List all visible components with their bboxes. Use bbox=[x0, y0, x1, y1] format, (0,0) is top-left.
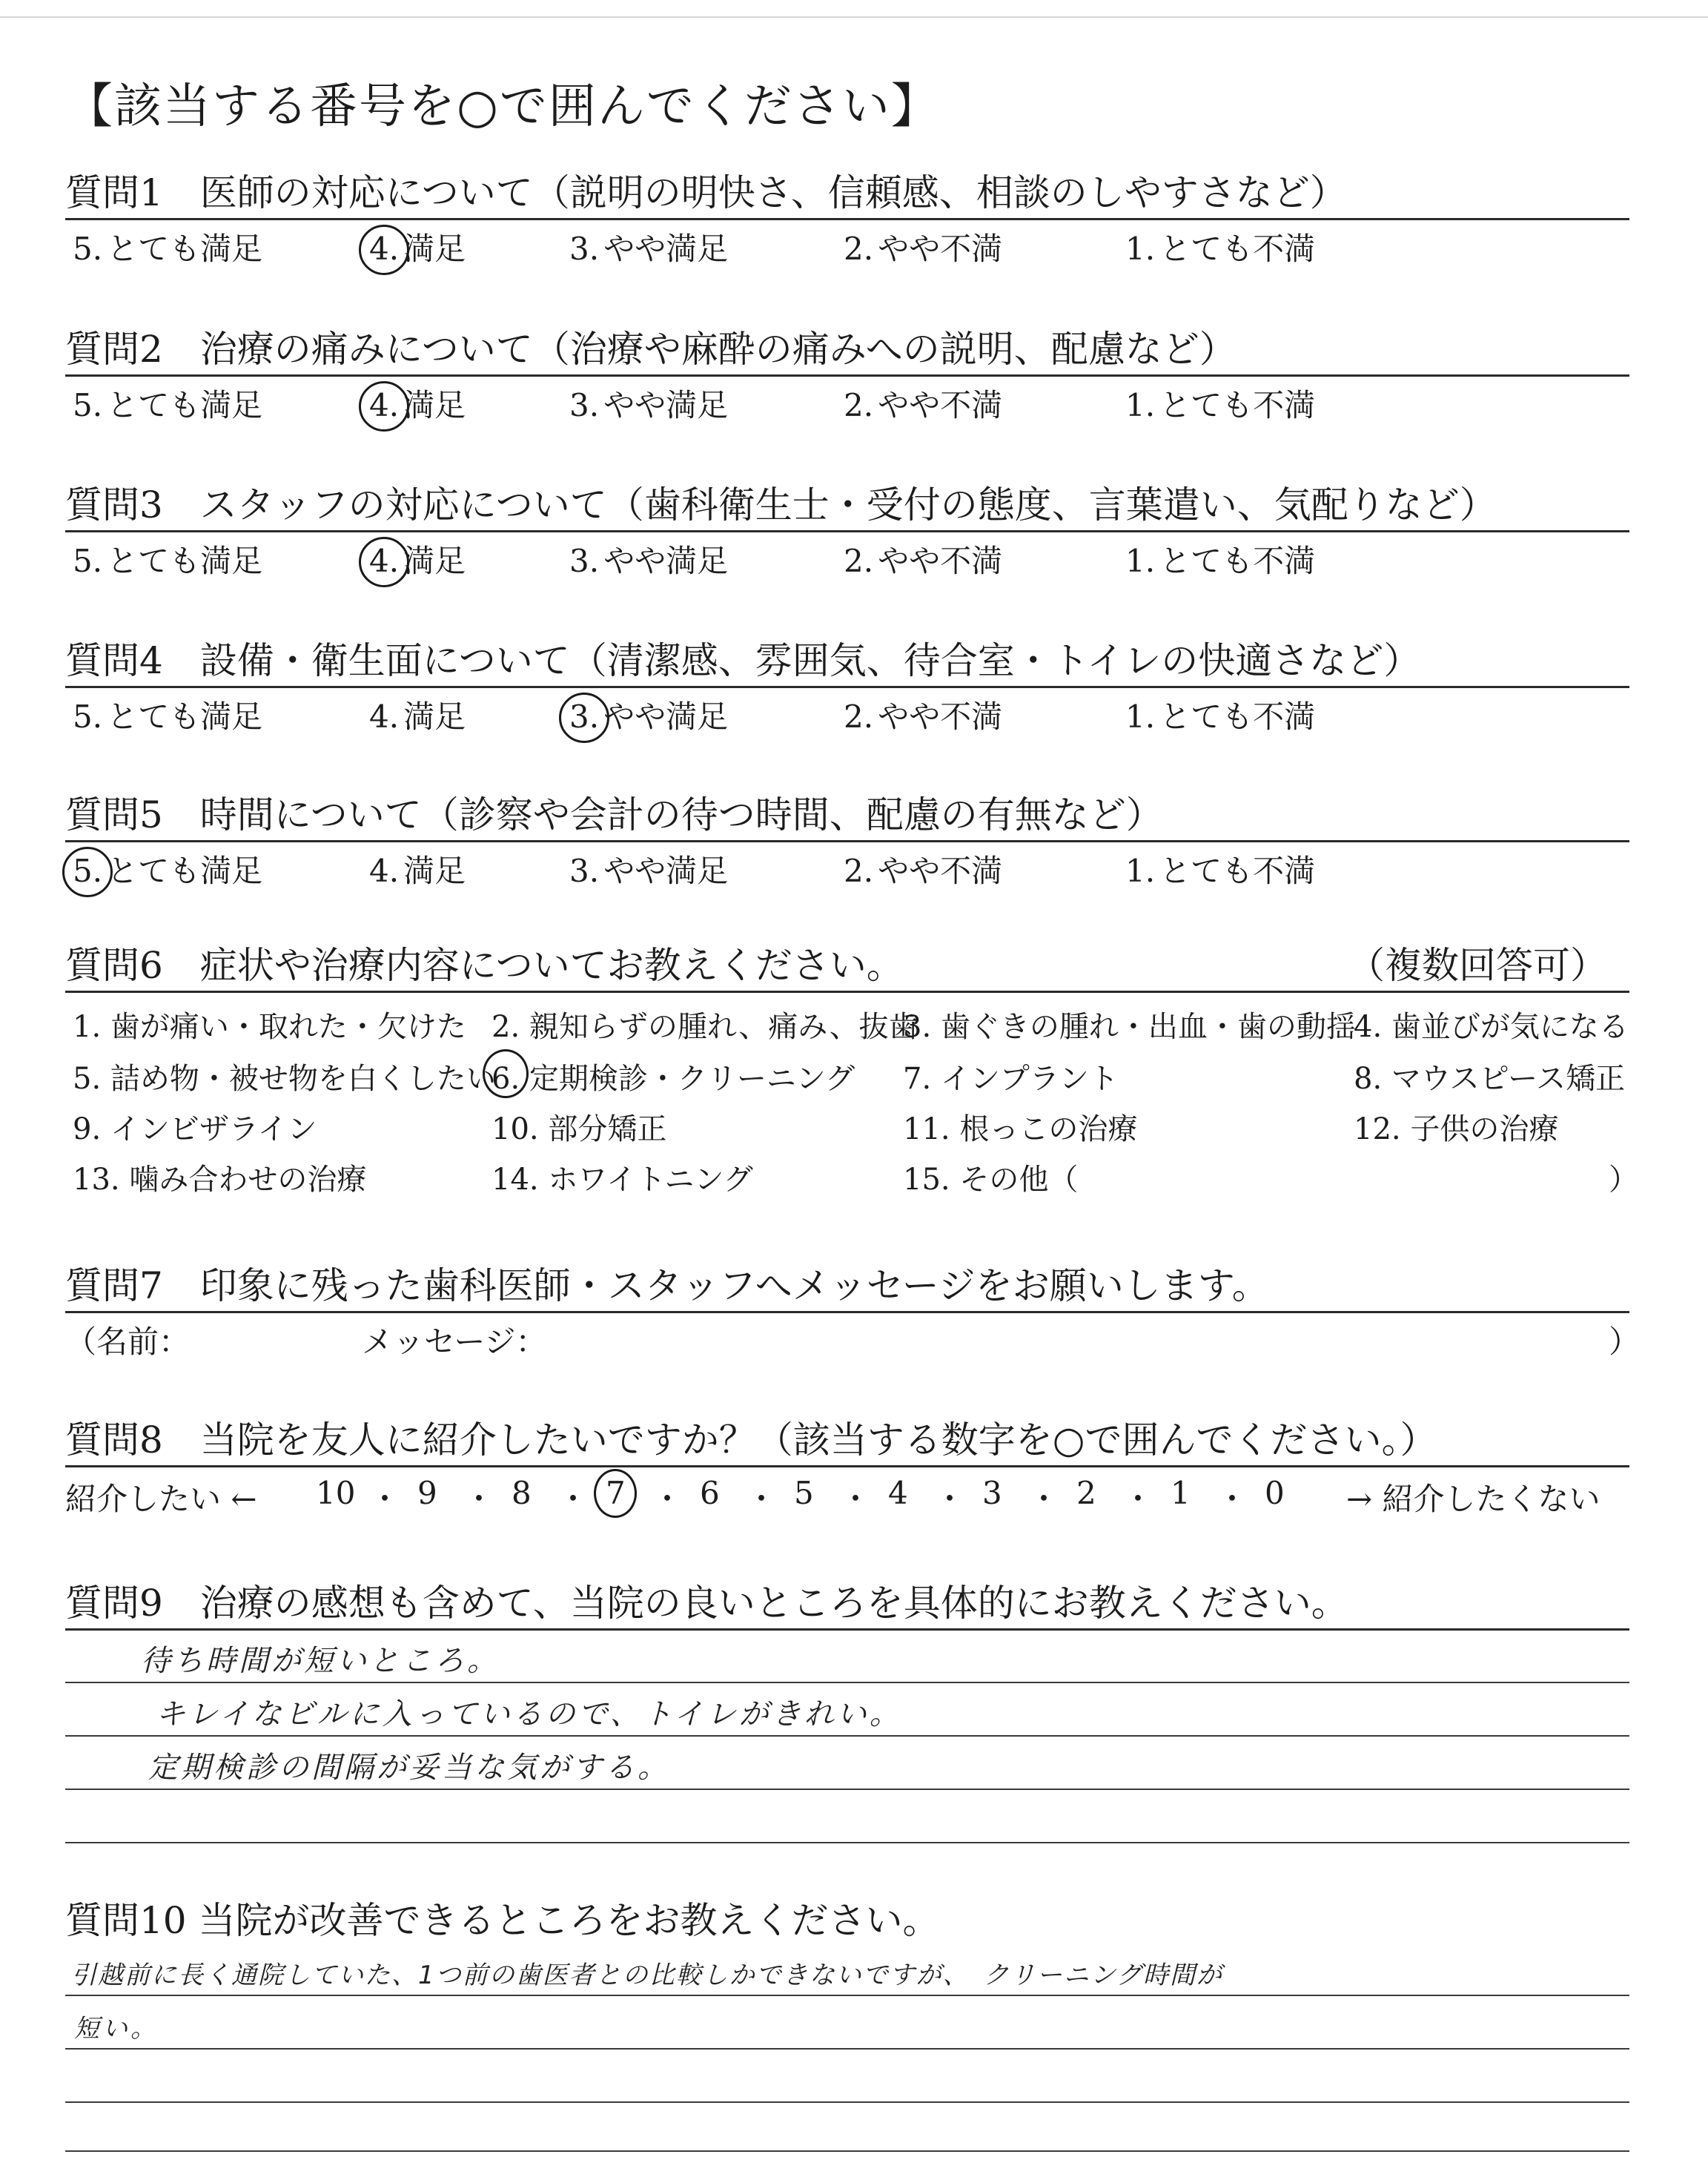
symptom-option[interactable]: 12. 子供の治療 bbox=[1354, 1112, 1559, 1146]
symptom-option[interactable]: 7. インプラント bbox=[903, 1062, 1119, 1096]
name-field-label: （名前： bbox=[65, 1324, 191, 1360]
symptom-option[interactable]: 6. 定期検診・クリーニング bbox=[491, 1062, 855, 1096]
symptom-option[interactable]: 13. 噛み合わせの治療 bbox=[73, 1163, 367, 1197]
rating-option[interactable] bbox=[844, 381, 1002, 426]
answer-line bbox=[65, 2150, 1629, 2152]
question-7 bbox=[65, 1261, 1641, 1362]
rating-option-number: 5. bbox=[73, 231, 103, 267]
rating-option-label: やや満足 bbox=[603, 698, 729, 735]
scale-value[interactable]: 8 bbox=[512, 1475, 532, 1511]
symptom-option[interactable]: 15. その他（ bbox=[903, 1163, 1079, 1197]
message-field-label: メッセージ： bbox=[362, 1324, 547, 1360]
rating-option-number: 3. bbox=[569, 387, 600, 423]
scale-value[interactable]: 0 bbox=[1265, 1475, 1285, 1511]
scale-value[interactable]: 1 bbox=[1171, 1475, 1191, 1511]
rating-option-number: 4. bbox=[369, 698, 400, 735]
scale-separator-dot: ・ bbox=[463, 1481, 495, 1517]
rating-option[interactable] bbox=[844, 847, 1002, 891]
rating-option-label: 満足 bbox=[403, 543, 466, 579]
answer-line bbox=[65, 1735, 1629, 1737]
symptom-option[interactable]: 5. 詰め物・被せ物を白くしたい bbox=[73, 1062, 496, 1096]
rating-option[interactable] bbox=[844, 225, 1002, 269]
scale-separator-dot: ・ bbox=[746, 1481, 778, 1517]
scale-value[interactable]: 10 bbox=[316, 1475, 356, 1511]
rating-option-label: とても不満 bbox=[1159, 231, 1316, 267]
rating-option-label: やや満足 bbox=[603, 543, 729, 579]
message-field-closing-paren: ） bbox=[1609, 1324, 1641, 1360]
symptom-option[interactable]: 8. マウスピース矯正 bbox=[1354, 1062, 1626, 1096]
rating-option[interactable] bbox=[73, 537, 262, 581]
scale-separator-dot: ・ bbox=[557, 1481, 589, 1517]
scale-separator-dot: ・ bbox=[1217, 1481, 1248, 1517]
rating-option[interactable] bbox=[569, 847, 728, 891]
rating-option-number: 3. bbox=[569, 231, 600, 267]
symptom-option[interactable]: 2. 親知らずの腫れ、痛み、抜歯 bbox=[491, 1010, 918, 1044]
rating-option-number: 5. bbox=[73, 698, 103, 735]
rating-option[interactable] bbox=[1125, 381, 1315, 426]
q9-answer-line-1: 待ち時間が短いところ。 bbox=[141, 1644, 500, 1678]
rating-option-number: 2. bbox=[844, 543, 874, 579]
rating-option-number: 1. bbox=[1125, 698, 1156, 735]
answer-line bbox=[65, 1995, 1629, 1996]
question-1-title: 質問1 医師の対応について（説明の明快さ、信頼感、相談のしやすさなど） bbox=[65, 168, 1629, 220]
scale-separator-dot: ・ bbox=[934, 1481, 966, 1517]
rating-option[interactable] bbox=[369, 537, 466, 581]
rating-option-label: とても満足 bbox=[107, 387, 263, 423]
rating-option-label: とても不満 bbox=[1159, 853, 1316, 889]
rating-option[interactable] bbox=[844, 693, 1002, 737]
scale-separator-dot: ・ bbox=[369, 1481, 401, 1517]
rating-option-label: やや満足 bbox=[603, 387, 729, 423]
question-6-title: 質問6 症状や治療内容についてお教えください。 bbox=[65, 944, 904, 987]
question-10 bbox=[65, 1895, 1629, 1946]
rating-option-number: 3. bbox=[569, 543, 600, 579]
symptom-option[interactable]: 11. 根っこの治療 bbox=[903, 1112, 1138, 1146]
selection-circle bbox=[483, 1049, 529, 1098]
rating-option-number: 2. bbox=[844, 853, 874, 889]
rating-option-label: 満足 bbox=[403, 698, 466, 735]
scale-value[interactable]: 5 bbox=[794, 1475, 814, 1511]
rating-option-number: 5. bbox=[73, 853, 102, 889]
scale-value[interactable]: 3 bbox=[982, 1475, 1002, 1511]
rating-option[interactable] bbox=[844, 537, 1002, 581]
question-6-note: （複数回答可） bbox=[1348, 944, 1607, 987]
rating-option[interactable] bbox=[73, 693, 262, 737]
rating-option-number: 1. bbox=[1125, 387, 1156, 423]
question-9-title: 質問9 治療の感想も含めて、当院の良いところを具体的にお教えください。 bbox=[65, 1578, 1629, 1631]
symptom-option[interactable]: 9. インビザライン bbox=[73, 1112, 317, 1146]
question-5 bbox=[65, 790, 1629, 891]
question-1 bbox=[65, 168, 1629, 269]
scale-separator-dot: ・ bbox=[652, 1481, 683, 1517]
rating-option-number: 5. bbox=[73, 387, 103, 423]
rating-option-label: とても不満 bbox=[1159, 698, 1316, 735]
page-heading: 【該当する番号を○で囲んでください】 bbox=[65, 79, 940, 134]
rating-option-label: やや満足 bbox=[603, 231, 729, 267]
rating-option-number: 3. bbox=[569, 698, 599, 735]
answer-line bbox=[65, 2101, 1629, 2103]
rating-option-number: 5. bbox=[73, 543, 103, 579]
question-4-title: 質問4 設備・衛生面について（清潔感、雰囲気、待合室・トイレの快適さなど） bbox=[65, 635, 1629, 688]
scale-value[interactable]: 2 bbox=[1076, 1475, 1096, 1511]
question-3-title: 質問3 スタッフの対応について（歯科衛生士・受付の態度、言葉遣い、気配りなど） bbox=[65, 480, 1629, 532]
symptom-option[interactable]: 4. 歯並びが気になる bbox=[1354, 1010, 1629, 1044]
page-top-border bbox=[0, 16, 1708, 18]
rating-option-number: 1. bbox=[1125, 543, 1156, 579]
q10-answer-line-1: 引越前に長く通院していた、1つ前の歯医者との比較しかできないですが、 クリーニング時間が bbox=[71, 1961, 1223, 1990]
rating-option-label: とても満足 bbox=[107, 853, 263, 889]
question-7-title: 質問7 印象に残った歯科医師・スタッフへメッセージをお願いします。 bbox=[65, 1261, 1629, 1313]
symptom-option[interactable]: 3. 歯ぐきの腫れ・出血・歯の動揺 bbox=[903, 1010, 1356, 1044]
selection-circle bbox=[359, 225, 409, 275]
answer-line bbox=[65, 2048, 1629, 2050]
recommend-scale-left-label: 紹介したい ← bbox=[65, 1481, 257, 1517]
rating-option-label: 満足 bbox=[403, 387, 466, 423]
symptom-option[interactable]: 1. 歯が痛い・取れた・欠けた bbox=[73, 1010, 466, 1044]
scale-value[interactable]: 4 bbox=[888, 1475, 908, 1511]
rating-option-number: 4. bbox=[369, 543, 399, 579]
rating-option-label: とても不満 bbox=[1159, 387, 1316, 423]
rating-option-number: 2. bbox=[844, 387, 874, 423]
question-8-title: 質問8 当院を友人に紹介したいですか？（該当する数字を○で囲んでください。） bbox=[65, 1415, 1629, 1467]
rating-option[interactable] bbox=[1125, 847, 1315, 891]
rating-option-label: とても満足 bbox=[107, 543, 263, 579]
scale-value[interactable]: 6 bbox=[700, 1475, 720, 1511]
rating-option-label: やや不満 bbox=[878, 387, 1003, 423]
question-10-title: 質問10 当院が改善できるところをお教えください。 bbox=[65, 1899, 940, 1942]
rating-option[interactable] bbox=[73, 381, 262, 426]
question-2 bbox=[65, 324, 1629, 426]
rating-option-number: 2. bbox=[844, 698, 874, 735]
question-8 bbox=[65, 1415, 1629, 1521]
rating-option[interactable] bbox=[369, 225, 466, 269]
answer-line bbox=[65, 1789, 1629, 1790]
rating-option-label: やや満足 bbox=[603, 853, 729, 889]
question-3 bbox=[65, 480, 1629, 581]
rating-option[interactable] bbox=[369, 693, 466, 737]
question-9 bbox=[65, 1578, 1629, 1631]
rating-option-label: やや不満 bbox=[878, 853, 1003, 889]
question-5-title: 質問5 時間について（診察や会計の待つ時間、配慮の有無など） bbox=[65, 790, 1629, 842]
answer-line bbox=[65, 1682, 1629, 1683]
recommend-scale bbox=[65, 1467, 1629, 1521]
rating-option[interactable] bbox=[569, 381, 728, 426]
recommend-scale-right-label: → 紹介したくない bbox=[1346, 1481, 1601, 1517]
scale-separator-dot: ・ bbox=[1122, 1481, 1154, 1517]
selection-circle bbox=[359, 381, 409, 432]
selection-circle bbox=[559, 693, 609, 743]
rating-option-number: 4. bbox=[369, 231, 399, 267]
rating-option-label: 満足 bbox=[403, 853, 466, 889]
rating-option[interactable] bbox=[73, 847, 262, 891]
rating-option[interactable] bbox=[1125, 537, 1315, 581]
rating-option-number: 4. bbox=[369, 853, 400, 889]
q9-answer-line-3: 定期検診の間隔が妥当な気がする。 bbox=[148, 1751, 670, 1785]
symptom-option[interactable]: 10. 部分矯正 bbox=[491, 1112, 667, 1146]
rating-option-label: やや不満 bbox=[878, 698, 1003, 735]
rating-option[interactable] bbox=[569, 537, 728, 581]
selection-circle bbox=[62, 847, 113, 897]
other-option-closing-paren: ） bbox=[1609, 1163, 1638, 1197]
rating-option[interactable] bbox=[1125, 225, 1315, 269]
rating-option-number: 1. bbox=[1125, 231, 1156, 267]
selection-circle bbox=[594, 1469, 637, 1518]
question-6 bbox=[65, 940, 1638, 1208]
rating-option[interactable] bbox=[569, 225, 728, 269]
rating-option-number: 3. bbox=[569, 853, 600, 889]
rating-option[interactable] bbox=[73, 225, 262, 269]
q9-answer-line-2: キレイなビルに入っているので、トイレがきれい。 bbox=[156, 1697, 902, 1731]
rating-option[interactable] bbox=[369, 381, 466, 426]
rating-option-label: やや不満 bbox=[878, 231, 1003, 267]
rating-option-number: 2. bbox=[844, 231, 874, 267]
q10-answer-line-2: 短い。 bbox=[74, 2014, 159, 2044]
scale-separator-dot: ・ bbox=[1028, 1481, 1060, 1517]
rating-option-number: 4. bbox=[369, 387, 399, 423]
scale-value[interactable]: 9 bbox=[417, 1475, 437, 1511]
question-2-title: 質問2 治療の痛みについて（治療や麻酔の痛みへの説明、配慮など） bbox=[65, 324, 1629, 377]
rating-option-label: とても満足 bbox=[107, 698, 263, 735]
rating-option-label: やや不満 bbox=[878, 543, 1003, 579]
rating-option-number: 1. bbox=[1125, 853, 1156, 889]
rating-option[interactable] bbox=[569, 693, 728, 737]
rating-option-label: 満足 bbox=[403, 231, 466, 267]
symptom-option[interactable]: 14. ホワイトニング bbox=[491, 1163, 753, 1197]
question-6-options bbox=[65, 993, 1638, 1208]
rating-option[interactable] bbox=[369, 847, 466, 891]
question-4 bbox=[65, 635, 1629, 737]
rating-option[interactable] bbox=[1125, 693, 1315, 737]
answer-line bbox=[65, 1842, 1629, 1843]
scale-value[interactable]: 7 bbox=[606, 1475, 626, 1511]
selection-circle bbox=[359, 537, 409, 587]
rating-option-label: とても満足 bbox=[107, 231, 263, 267]
scale-separator-dot: ・ bbox=[840, 1481, 872, 1517]
rating-option-label: とても不満 bbox=[1159, 543, 1316, 579]
